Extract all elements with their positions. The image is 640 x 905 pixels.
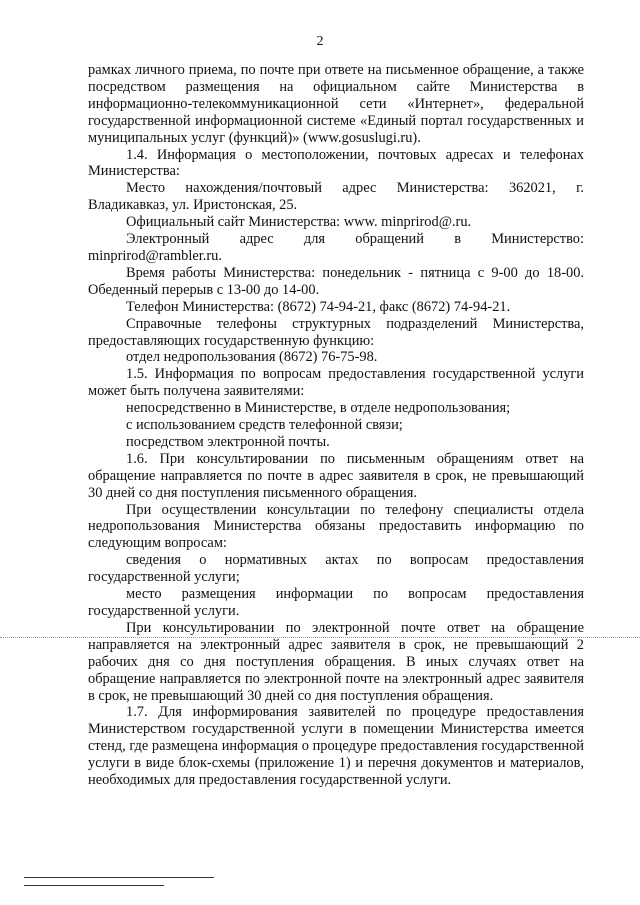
paragraph: отдел недропользования (8672) 76-75-98.: [126, 349, 378, 366]
footer-rule-secondary: [24, 885, 164, 886]
paragraph: сведения о нормативных актах по вопросам предоставления государственной услуги;: [88, 552, 584, 586]
paragraph: Время работы Министерства: понедельник - пятница с 9-00 до 18-00. Обеденный перерыв с 13-00 до 14-00.: [88, 264, 584, 298]
paragraph: Место нахождения/почтовый адрес Министерства: 362021, г. Владикавказ, ул. Иристонская, 25.: [88, 180, 584, 214]
paragraph: 1.4. Информация о местоположении, почтовых адресах и телефонах Министерства:: [88, 146, 584, 180]
paragraph: рамках личного приема, по почте при ответе на письменное обращение, а также посредством размещения на официальном сайте Министерства в информационно-телекоммуникационной сети «Интернет», федеральной государственной информационной системе «Единый портал государственных и муниципальных услуг (функций)» (www.gosuslugi.ru).: [88, 62, 584, 146]
paragraph: Официальный сайт Министерства: www. minprirod@.ru.: [126, 214, 472, 231]
footer-rule: [24, 877, 214, 878]
paragraph: Электронный адрес для обращений в Министерство: minprirod@rambler.ru.: [88, 231, 584, 264]
page-number: 2: [316, 34, 324, 49]
paragraph: При консультировании по электронной почте ответ на обращение направляется на электронный адрес заявителя в срок, не превышающий 2 рабочих дня со дня поступления обращения. В иных случаях ответ на обращение направляется по электронной почте на электронный адрес заявителя в срок, не превышающий 30 дней со дня поступления обращения.: [88, 619, 584, 704]
paragraph: непосредственно в Министерстве, в отделе недропользования;: [126, 400, 511, 417]
paragraph: Справочные телефоны структурных подразделений Министерства, предоставляющих государственную функцию:: [88, 315, 584, 349]
paragraph: При осуществлении консультации по телефону специалисты отдела недропользования Министерства обязаны предоставить информацию по следующим вопросам:: [88, 501, 584, 552]
paragraph: посредством электронной почты.: [126, 433, 330, 450]
scan-artifact-line: [0, 637, 640, 638]
paragraph: Телефон Министерства: (8672) 74-94-21, факс (8672) 74-94-21.: [126, 298, 511, 315]
paragraph: 1.7. Для информирования заявителей по процедуре предоставления Министерством государственной услуги в помещении Министерства имеется стенд, где размещена информация о процедуре предоставления государственной услуги в виде блок-схемы (приложение 1) и перечня документов и материалов, необходимых для предоставления государственной услуги.: [88, 704, 584, 789]
paragraph: место размещения информации по вопросам предоставления государственной услуги.: [88, 586, 584, 619]
paragraph: 1.5. Информация по вопросам предоставления государственной услуги может быть получена заявителями:: [88, 366, 584, 400]
paragraph: 1.6. При консультировании по письменным обращениям ответ на обращение направляется по почте в адрес заявителя в срок, не превышающий 30 дней со дня поступления письменного обращения.: [88, 450, 584, 501]
paragraph: с использованием средств телефонной связи;: [126, 417, 403, 434]
document-body: [88, 62, 584, 789]
